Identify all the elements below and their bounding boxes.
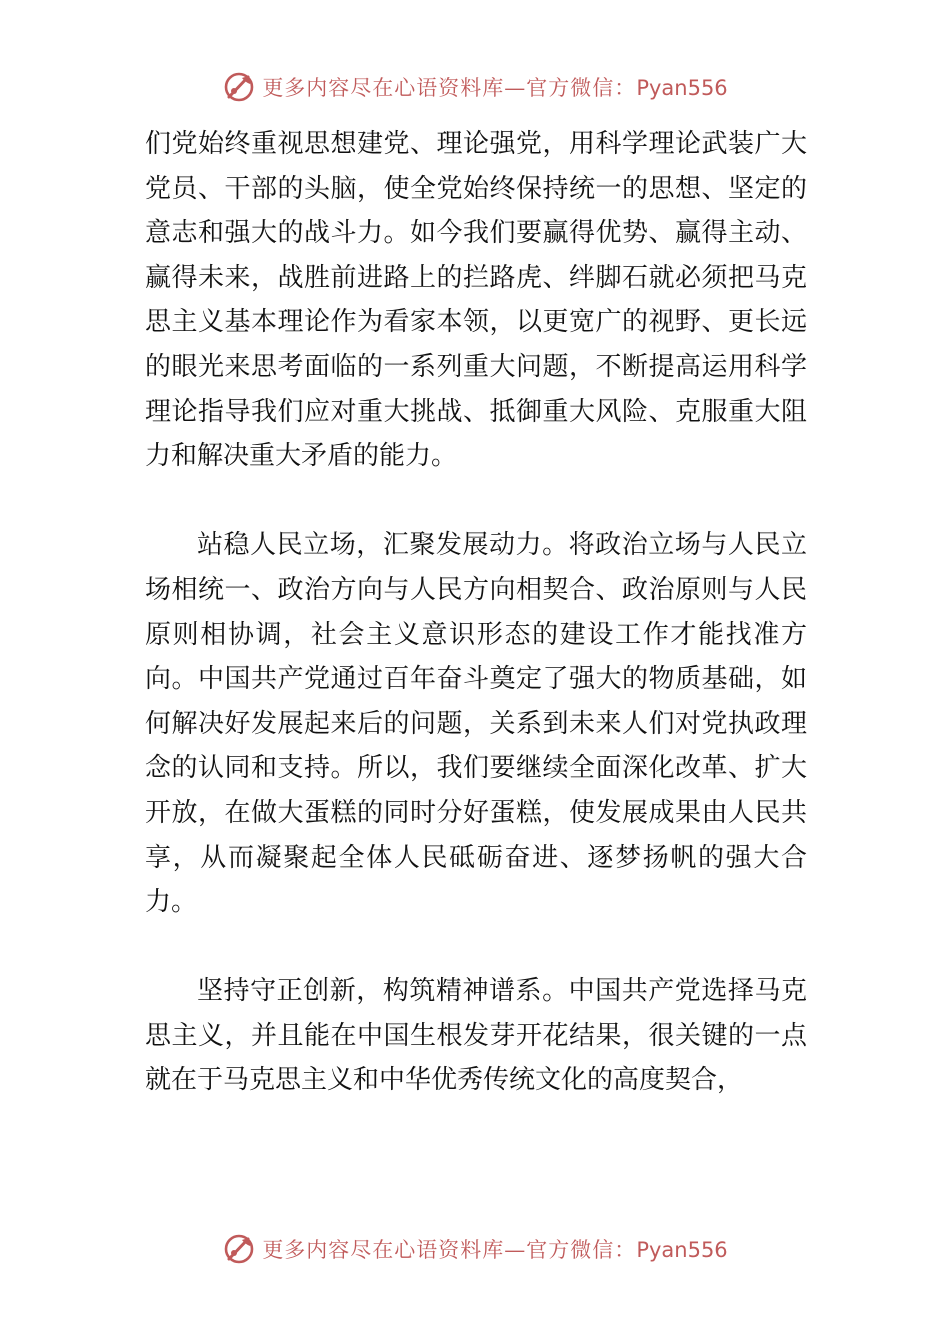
quill-seal-icon <box>222 70 256 104</box>
header-brand-text: 更多内容尽在心语资料库—官方微信： <box>262 76 637 100</box>
page-header <box>0 70 950 104</box>
footer-wechat-id: Pyan556 <box>636 1238 728 1262</box>
quill-seal-icon <box>222 1232 256 1266</box>
paragraph-1: 们党始终重视思想建党、理论强党，用科学理论武装广大党员、干部的头脑，使全党始终保持统一的思想、坚定的意志和强大的战斗力。如今我们要赢得优势、赢得主动、赢得未来，战胜前进路上的拦路虎、绊脚石就必须把马克思主义基本理论作为看家本领，以更宽广的视野、更长远的眼光来思考面临的一系列重大问题，不断提高运用科学理论指导我们应对重大挑战、抵御重大风险、克服重大阻力和解决重大矛盾的能力。 <box>145 129 807 472</box>
header-brand <box>262 72 727 102</box>
page-footer <box>0 1232 950 1266</box>
paragraph-2: 站稳人民立场，汇聚发展动力。将政治立场与人民立场相统一、政治方向与人民方向相契合、政治原则与人民原则相协调，社会主义意识形态的建设工作才能找准方向。中国共产党通过百年奋斗奠定了强大的物质基础，如何解决好发展起来后的问题，关系到未来人们对党执政理念的认同和支持。所以，我们要继续全面深化改革、扩大开放，在做大蛋糕的同时分好蛋糕，使发展成果由人民共享，从而凝聚起全体人民砥砺奋进、逐梦扬帆的强大合力。 <box>145 530 807 918</box>
document-body <box>145 122 807 1103</box>
footer-brand <box>262 1234 727 1264</box>
header-wechat-id: Pyan556 <box>636 76 728 100</box>
paragraph-3: 坚持守正创新，构筑精神谱系。中国共产党选择马克思主义，并且能在中国生根发芽开花结果，很关键的一点就在于马克思主义和中华优秀传统文化的高度契合， <box>145 976 807 1096</box>
footer-brand-text: 更多内容尽在心语资料库—官方微信： <box>262 1238 637 1262</box>
